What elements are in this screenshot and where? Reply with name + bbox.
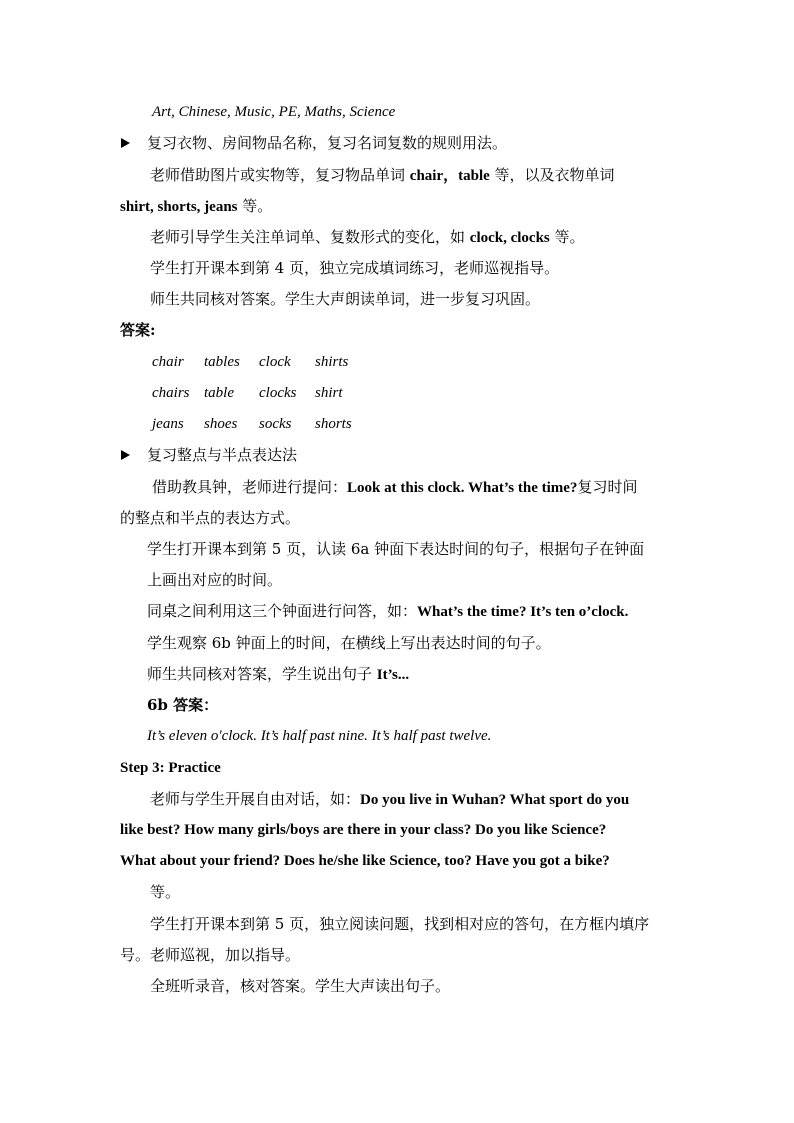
paragraph bbox=[147, 601, 628, 622]
english-words: clock, clocks bbox=[469, 230, 550, 246]
answer-label: 答案: bbox=[120, 321, 156, 339]
english-dialogue: What’s the time? It’s ten o’clock. bbox=[417, 604, 629, 620]
paragraph: 学生打开课本到第 5 页，认读 6a 钟面下表达时间的句子，根据句子在钟面 bbox=[147, 540, 645, 558]
text: 师生共同核对答案，学生说出句子 bbox=[147, 665, 377, 683]
paragraph: 学生打开课本到第 5 页，独立阅读问题，找到相对应的答句，在方框内填序 bbox=[150, 915, 650, 933]
answer-row bbox=[152, 352, 452, 372]
answer-word: jeans bbox=[152, 416, 184, 432]
text: 老师借助图片或实物等，复习物品单词 bbox=[150, 166, 410, 184]
paragraph-continuation: like best? How many girls/boys are there in your class? Do you like Science? bbox=[120, 822, 607, 838]
paragraph-continuation: What about your friend? Does he/she like Science, too? Have you got a bike? bbox=[120, 853, 610, 869]
step3-heading: Step 3: Practice bbox=[120, 760, 221, 776]
paragraph: 全班听录音，核对答案。学生大声读出句子。 bbox=[150, 977, 451, 995]
english-sentence: It’s... bbox=[376, 667, 410, 683]
paragraph: 学生观察 6b 钟面上的时间，在横线上写出表达时间的句子。 bbox=[147, 634, 551, 652]
text: 同桌之间利用这三个钟面进行问答，如： bbox=[147, 602, 418, 620]
answer-6b-text: It’s eleven o'clock. It’s half past nine. It’s half past twelve. bbox=[147, 728, 492, 744]
paragraph bbox=[150, 227, 585, 248]
text: 复习时间 bbox=[577, 478, 638, 496]
arrow-bullet-icon bbox=[121, 450, 130, 460]
answer-word: chair bbox=[152, 354, 184, 370]
text: 等，以及衣物单词 bbox=[489, 166, 615, 184]
answer-word: shirts bbox=[315, 354, 349, 370]
paragraph-continuation bbox=[120, 196, 272, 217]
answer-row bbox=[152, 383, 452, 403]
english-question: Look at this clock. What’s the time? bbox=[347, 480, 578, 496]
text: 老师引导学生关注单词单、复数形式的变化，如 bbox=[150, 228, 470, 246]
text: 等。 bbox=[237, 197, 273, 215]
answer-6b-label: 6b 答案： bbox=[147, 696, 219, 714]
paragraph: 学生打开课本到第 4 页，独立完成填词练习，老师巡视指导。 bbox=[150, 259, 560, 277]
heading-text: 复习整点与半点表达法 bbox=[147, 446, 298, 464]
paragraph bbox=[152, 477, 637, 498]
paragraph bbox=[150, 789, 629, 810]
answer-row bbox=[152, 414, 452, 434]
subjects-line: Art, Chinese, Music, PE, Maths, Science bbox=[152, 104, 396, 120]
heading-text: 复习衣物、房间物品名称，复习名词复数的规则用法。 bbox=[147, 134, 508, 152]
answer-word: shirt bbox=[315, 385, 343, 401]
answer-word: shorts bbox=[315, 416, 352, 432]
answer-word: chairs bbox=[152, 385, 190, 401]
text: 等。 bbox=[549, 228, 585, 246]
paragraph-continuation: 等。 bbox=[150, 883, 181, 901]
answer-word: table bbox=[204, 385, 234, 401]
paragraph bbox=[147, 664, 409, 685]
answer-word: clocks bbox=[259, 385, 297, 401]
paragraph: 师生共同核对答案。学生大声朗读单词，进一步复习巩固。 bbox=[150, 290, 541, 308]
answer-word: clock bbox=[259, 354, 291, 370]
section-heading-clothes bbox=[121, 133, 507, 153]
paragraph bbox=[150, 165, 615, 186]
answer-word: socks bbox=[259, 416, 292, 432]
text: 老师与学生开展自由对话，如： bbox=[150, 790, 361, 808]
arrow-bullet-icon bbox=[121, 138, 130, 148]
paragraph-continuation: 的整点和半点的表达方式。 bbox=[120, 509, 301, 527]
paragraph-continuation: 上画出对应的时间。 bbox=[147, 571, 283, 589]
text: 借助教具钟，老师进行提问： bbox=[152, 478, 348, 496]
english-words: shirt, shorts, jeans bbox=[120, 199, 238, 215]
paragraph-continuation: 号。老师巡视，加以指导。 bbox=[120, 946, 301, 964]
section-heading-time bbox=[121, 445, 297, 465]
answer-word: tables bbox=[204, 354, 240, 370]
english-dialogue: Do you live in Wuhan? What sport do you bbox=[360, 792, 630, 808]
answer-word: shoes bbox=[204, 416, 238, 432]
english-words: chair，table bbox=[409, 168, 490, 184]
